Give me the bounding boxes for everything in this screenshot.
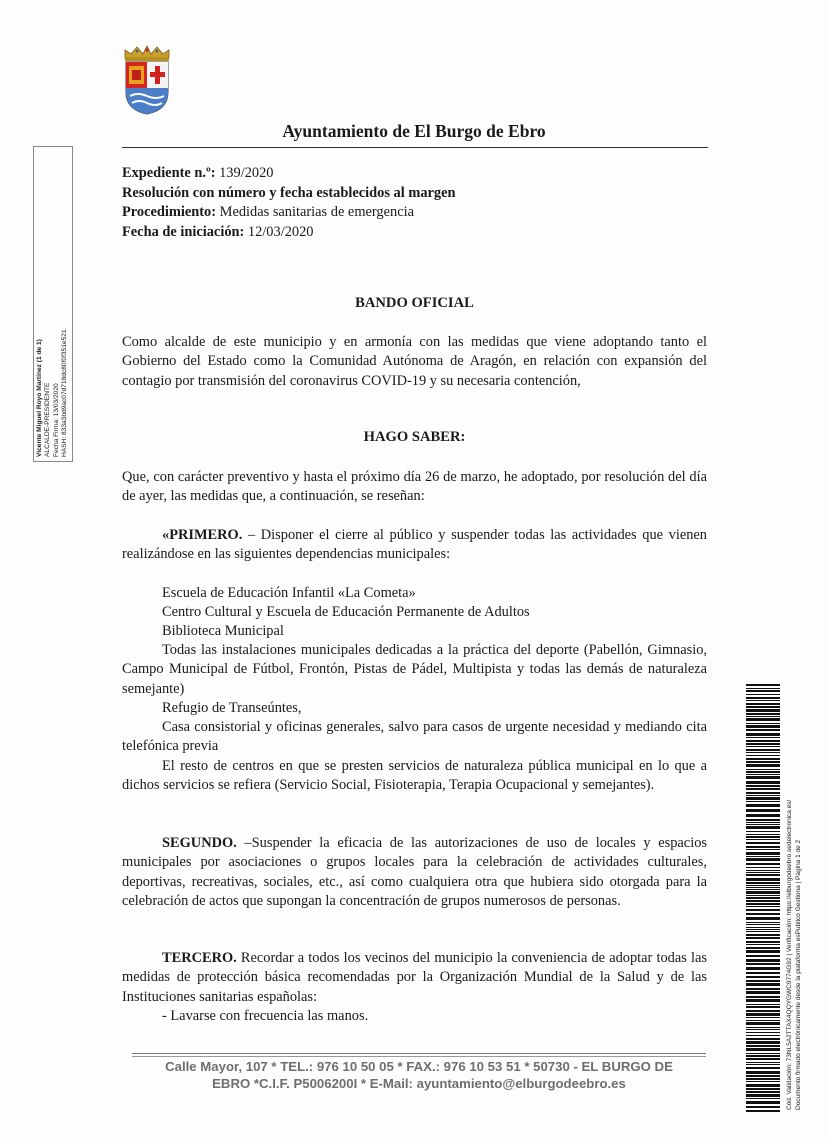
primero-text: – Disponer el cierre al público y suspender todas las actividades que vienen realizándose en las siguientes dependencias municipales: [122,527,707,563]
barcode-bar [746,761,780,763]
segundo-text: –Suspender la eficacia de las autorizaciones de uso de locales y espacios municipales por asociaciones o grupos locales para la celebración de actividades culturales, deportivas, recreativas, sociales, etc., así como cualquiera otra que hubiera sido otorgada para la celebración de actos que supongan la concentración de grupos numerosos de personas. [122,835,707,910]
fecha-value: 12/03/2020 [247,223,314,240]
barcode-bar [746,723,780,724]
barcode-bar [746,804,780,807]
barcode-bar [746,983,780,986]
barcode-bar [746,867,780,868]
fecha-label: Fecha de iniciación: [122,223,245,240]
procedimiento-value: Medidas sanitarias de emergencia [219,204,414,220]
barcode-bar [746,1064,780,1065]
barcode-bar [746,1027,780,1028]
barcode-bar [746,826,780,829]
barcode-bar [746,746,780,747]
tercero-item: - Lavarse con frecuencia las manos. [162,1008,369,1024]
barcode-bar [746,906,780,907]
barcode-bar [746,725,780,728]
barcode-bar [746,709,780,712]
barcode-bar [746,1101,780,1104]
barcode-icon [746,684,780,1112]
barcode-bar [746,1058,780,1060]
list-item: El resto de centros en que se presten servicios de naturaleza pública municipal en lo que a dichos servicios se refiera (Servicio Social, Fisioterapia, Terapia Ocupacional y semejantes). [122,758,707,794]
signer-name: Vicente Miguel Royo Martínez (1 de 1) [36,339,43,457]
barcode-bar [746,1106,780,1108]
barcode-bar [746,834,780,835]
barcode-bar [746,749,780,751]
barcode-bar [746,752,780,753]
expediente-value: 139/2020 [219,165,274,181]
barcode-bar [746,1006,780,1008]
barcode-bar [746,849,780,850]
barcode-bar [746,1035,780,1036]
barcode-bar [746,771,780,773]
barcode-bar [746,733,780,736]
signature-hash: HASH: 833a3bd9ac07d718dc80f0f351e521 [61,329,69,457]
barcode-bar [746,822,780,823]
footer-address [132,1058,706,1092]
barcode-bar [746,836,780,838]
barcode-bar [746,785,780,787]
barcode-bar [746,922,780,923]
footer-line: Calle Mayor, 107 * TEL.: 976 10 50 05 * FAX.: 976 10 53 51 * 50730 - EL BURGO DE [165,1059,673,1074]
title-divider [122,147,708,148]
barcode-bar [746,852,780,855]
barcode-bar [746,937,780,939]
barcode-bar [746,684,780,686]
fecha-row [122,223,456,243]
barcode-bar [746,895,780,896]
barcode-bar [746,934,780,936]
barcode-bar [746,874,780,876]
barcode-bar [746,1081,780,1082]
list-item: Todas las instalaciones municipales dedicadas a la práctica del deporte (Pabellón, Gimnasio, Campo Municipal de Fútbol, Frontón, Pistas de Pádel, Multipista y todas las demás de naturaleza semejante) [122,642,707,697]
signer-role: ALCALDE-PRESIDENTE [44,382,52,457]
primero-label: «PRIMERO. [162,527,243,543]
barcode-bar [746,1017,780,1018]
expediente-label: Expediente n.º: [122,165,216,181]
barcode-bar [746,842,780,844]
barcode-bar [746,976,780,978]
list-item: Refugio de Transeúntes, [162,700,302,716]
segundo-paragraph [122,834,707,912]
barcode-bar [746,996,780,998]
barcode-bar [746,980,780,982]
que-paragraph: Que, con carácter preventivo y hasta el próximo día 26 de marzo, he adoptado, por resolución del día de ayer, las medidas que, a continuación, se reseñan: [122,469,707,505]
list-item: Casa consistorial y oficinas generales, salvo para casos de urgente necesidad y mediando cita telefónica previa [122,719,707,755]
barcode-bar [746,941,780,943]
barcode-bar [746,999,780,1002]
barcode-bar [746,889,780,890]
barcode-bar [746,755,780,756]
signature-box [33,146,73,462]
barcode-bar [746,729,780,731]
signature-date: Fecha Firma: 13/03/2020 [52,383,60,457]
barcode-bar [746,700,780,701]
organization-title: Ayuntamiento de El Burgo de Ebro [282,121,546,141]
barcode-bar [746,963,780,965]
verification-line: Documento firmado electrónicamente desde la plataforma esPublico Gestiona | Página 1 de 2 [794,839,802,1110]
barcode-bar [746,950,780,953]
tercero-paragraph [122,949,707,1007]
barcode-bar [746,1022,780,1025]
barcode-bar [746,824,780,825]
barcode-bar [746,797,780,800]
barcode-bar [746,1010,780,1012]
expediente-row [122,164,456,184]
barcode-bar [746,931,780,932]
barcode-bar [746,858,780,861]
barcode-bar [746,903,780,905]
coat-of-arms-icon [122,44,172,116]
barcode-bar [746,870,780,871]
intro-paragraph: Como alcalde de este municipio y en armonía con las medidas que viene adoptando tanto el Gobierno del Estado como la Comunidad Autónoma de Aragón, en relación con expansión del contagio por transmisión del coronavirus COVID-19 y su necesaria contención, [122,334,707,389]
barcode-bar [746,764,780,767]
barcode-bar [746,819,780,821]
barcode-bar [746,924,780,925]
barcode-bar [746,1004,780,1005]
barcode-bar [746,694,780,695]
barcode-bar [746,688,780,689]
barcode-bar [746,718,780,721]
barcode-bar [746,703,780,705]
barcode-bar [746,955,780,957]
barcode-bar [746,991,780,994]
segundo-label: SEGUNDO. [162,835,237,851]
barcode-bar [746,776,780,779]
barcode-bar [746,713,780,715]
barcode-bar [746,1067,780,1069]
tercero-text: Recordar a todos los vecinos del municipio la conveniencia de adoptar todas las medidas de protección básica recomendadas por la Organización Mundial de la Salud y de las Instituciones sanitarias españolas: [122,950,707,1005]
barcode-bar [746,1094,780,1097]
barcode-bar [746,788,780,790]
barcode-bar [746,1055,780,1057]
procedimiento-row [122,203,456,223]
barcode-bar [746,878,780,881]
resolucion-row [122,184,456,204]
barcode-bar [746,913,780,915]
barcode-bar [746,959,780,962]
barcode-bar [746,927,780,928]
barcode-bar [746,863,780,865]
barcode-bar [746,1032,780,1033]
barcode-bar [746,1091,780,1093]
list-item: Centro Cultural y Escuela de Educación Permanente de Adultos [162,604,530,620]
barcode-bar [746,737,780,738]
barcode-bar [746,1071,780,1074]
barcode-bar [746,891,780,894]
barcode-bar [746,716,780,717]
barcode-bar [746,1098,780,1099]
barcode-bar [746,1048,780,1051]
barcode-bar [746,1038,780,1040]
footer-divider [132,1056,706,1057]
tercero-label: TERCERO. [162,950,237,966]
barcode-bar [746,792,780,794]
barcode-bar [746,814,780,817]
barcode-bar [746,697,780,699]
procedimiento-label: Procedimiento: [122,204,217,220]
barcode-bar [746,769,780,770]
list-item: Biblioteca Municipal [162,623,284,639]
barcode-bar [746,743,780,745]
verification-line: Cód. Validación: 73NL5A2TTAX4QQYGWC9774G92 | Verificación: https://elburgodeebro.sedelectronica.es/ [786,799,793,1110]
barcode-bar [746,1029,780,1030]
barcode-bar [746,774,780,775]
footer-line: EBRO *C.I.F. P5006200I * E-Mail: ayuntamiento@elburgodeebro.es [212,1076,626,1091]
barcode-bar [746,801,780,802]
barcode-bar [746,947,780,949]
barcode-bar [746,758,780,760]
barcode-bar [746,1084,780,1087]
barcode-bar [746,1078,780,1080]
barcode-bar [746,917,780,920]
barcode-bar [746,1088,780,1090]
barcode-bar [746,781,780,784]
barcode-bar [746,882,780,884]
barcode-bar [746,897,780,899]
barcode-bar [746,740,780,742]
barcode-bar [746,846,780,848]
barcode-bar [746,1062,780,1063]
barcode-bar [746,885,780,886]
signature-text [36,157,70,457]
barcode-bar [746,1075,780,1077]
barcode-bar [746,690,780,692]
barcode-bar [746,988,780,990]
bando-title: BANDO OFICIAL [355,295,474,311]
barcode-bar [746,1045,780,1047]
barcode-bar [746,1053,780,1054]
barcode-bar [746,809,780,812]
footer-divider [132,1053,706,1054]
barcode-bar [746,795,780,796]
barcode-bar [746,872,780,873]
barcode-bar [746,1110,780,1112]
barcode-bar [746,887,780,888]
barcode-bar [746,1013,780,1016]
barcode-bar [746,900,780,902]
verification-text [786,690,803,1110]
primero-paragraph [122,526,707,565]
barcode-bar [746,909,780,911]
list-item: Escuela de Educación Infantil «La Cometa» [162,585,416,601]
barcode-bar [746,856,780,857]
barcode-bar [746,967,780,970]
hago-saber-heading: HAGO SABER: [363,429,466,445]
resolucion-text: Resolución con número y fecha establecidos al margen [122,184,456,201]
barcode-bar [746,1041,780,1044]
barcode-bar [746,831,780,832]
barcode-bar [746,839,780,840]
barcode-bar [746,972,780,974]
barcode-bar [746,929,780,930]
barcode-bar [746,944,780,945]
barcode-bar [746,706,780,708]
document-meta [122,164,456,242]
barcode-bar [746,1020,780,1021]
